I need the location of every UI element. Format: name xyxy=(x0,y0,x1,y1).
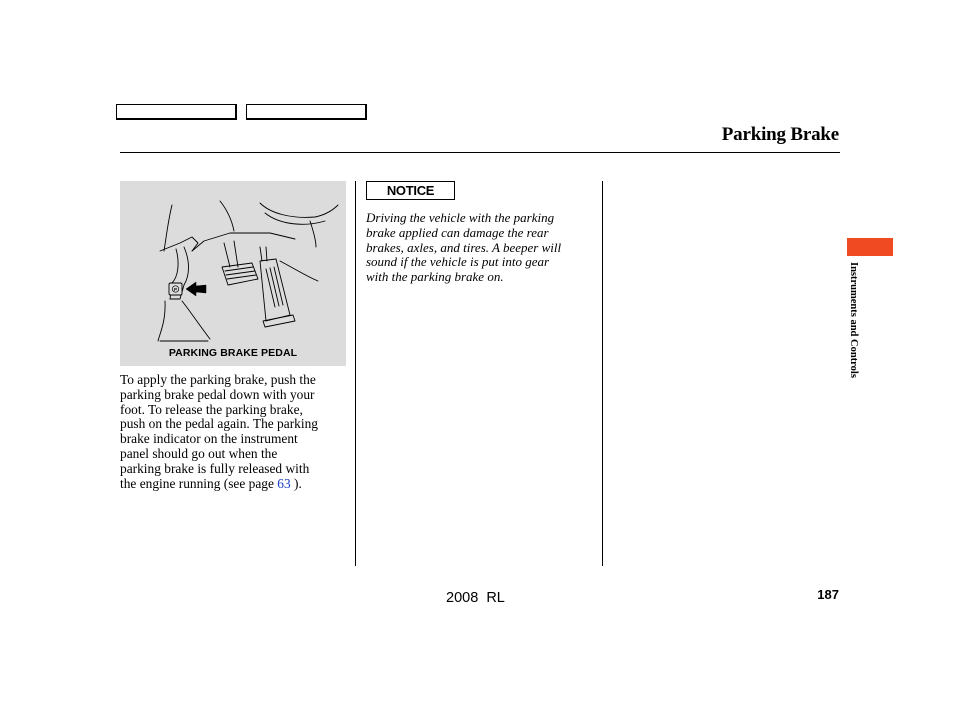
pointer-arrow-icon xyxy=(186,282,206,296)
section-label: Instruments and Controls xyxy=(848,262,859,378)
column-divider-left xyxy=(355,181,356,566)
body-line: foot. To release the parking brake, xyxy=(120,401,303,417)
notice-line: brake applied can damage the rear xyxy=(366,224,549,240)
body-line: To apply the parking brake, push the xyxy=(120,372,316,387)
notice-line: sound if the vehicle is put into gear xyxy=(366,254,550,270)
parking-brake-illustration xyxy=(120,181,346,366)
notice-line: brakes, axles, and tires. A beeper will xyxy=(366,239,562,255)
body-line: panel should go out when the xyxy=(120,445,278,461)
previous-page-button[interactable] xyxy=(116,104,237,120)
column-divider-right xyxy=(602,181,603,566)
svg-text:P: P xyxy=(173,287,178,292)
title-divider xyxy=(120,152,840,153)
page-63-link[interactable]: 63 xyxy=(277,475,291,491)
body-line-end: ). xyxy=(290,475,302,491)
notice-paragraph xyxy=(366,211,598,285)
section-tab xyxy=(847,238,893,256)
instruction-paragraph xyxy=(120,373,352,491)
body-line: parking brake is fully released with xyxy=(120,460,310,476)
notice-line: Driving the vehicle with the parking xyxy=(366,210,555,225)
next-page-button[interactable] xyxy=(246,104,367,120)
figure-caption: PARKING BRAKE PEDAL xyxy=(168,347,298,359)
body-line-with-link xyxy=(120,477,352,492)
body-line: brake indicator on the instrument xyxy=(120,431,298,447)
body-line-start: the engine running (see page xyxy=(120,475,278,491)
footer-model-label: 2008 RL xyxy=(446,590,505,606)
page-title: Parking Brake xyxy=(721,124,839,145)
page-number: 187 xyxy=(817,587,839,602)
body-line: parking brake pedal down with your xyxy=(120,386,315,402)
notice-label: NOTICE xyxy=(366,181,455,200)
body-line: push on the pedal again. The parking xyxy=(120,416,318,432)
pedal-line-drawing xyxy=(120,181,346,366)
notice-line: with the parking brake on. xyxy=(366,269,504,285)
